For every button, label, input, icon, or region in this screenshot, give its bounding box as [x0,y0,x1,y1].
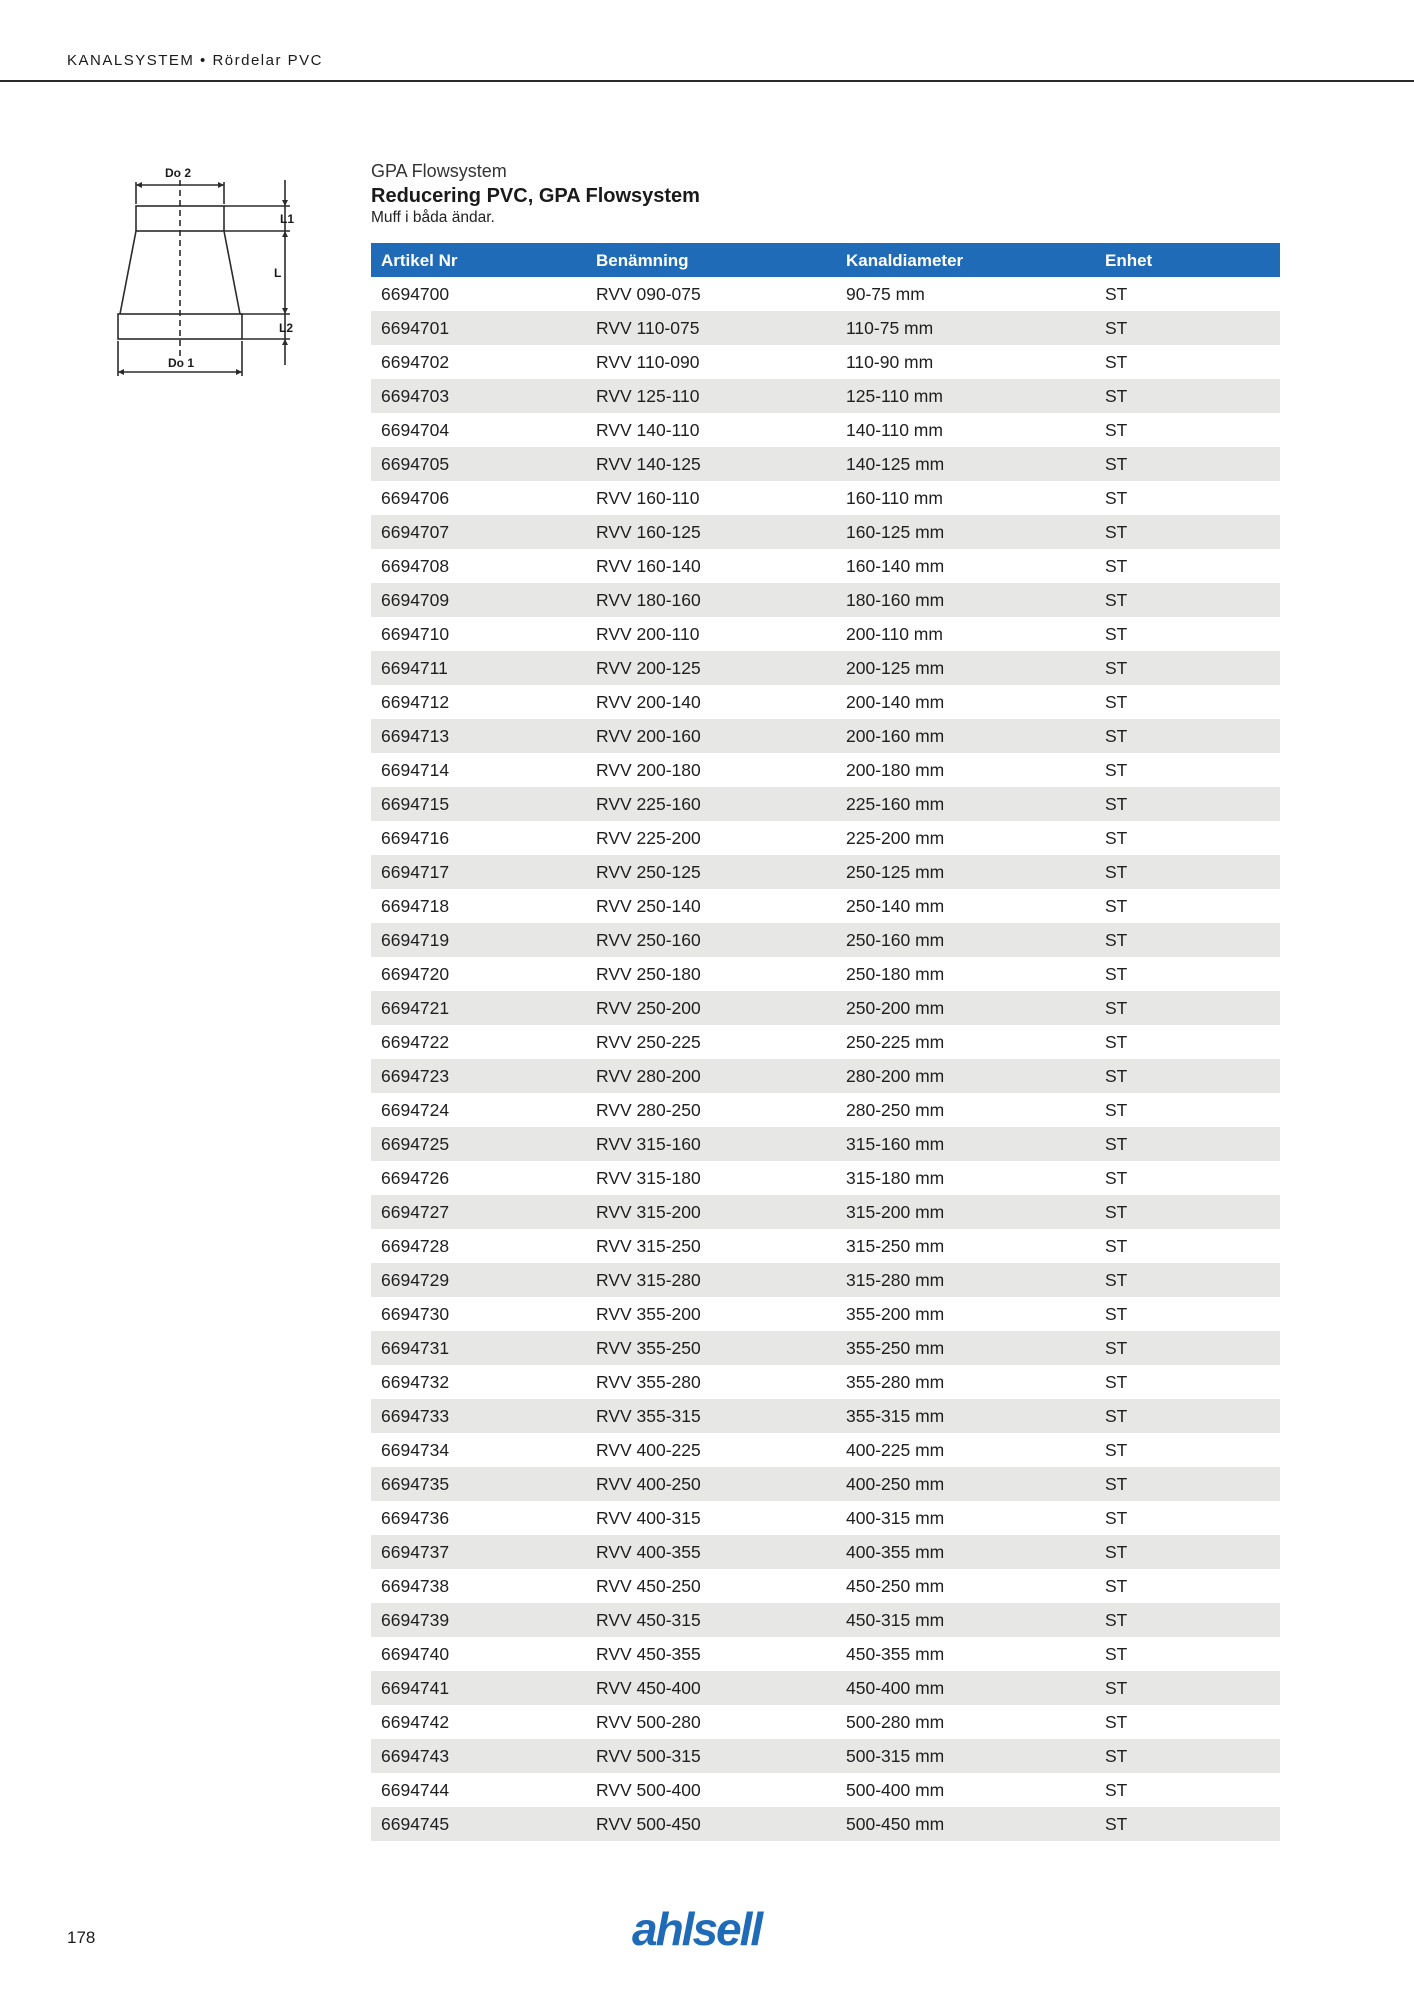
enhet-cell: ST [1095,1603,1280,1637]
benamning-cell: RVV 450-355 [596,1643,701,1664]
table-row [371,1807,1280,1841]
page-number: 178 [67,1928,96,1947]
table-row [371,379,1280,413]
enhet-cell: ST [1105,1711,1128,1732]
kanaldiameter-cell: 180-160 mm [836,583,1095,617]
artikel-nr-cell: 6694734 [381,1439,450,1460]
label-l2: L2 [279,321,294,335]
enhet-cell: ST [1095,991,1280,1025]
artikel-nr-cell: 6694725 [371,1127,586,1161]
artikel-nr-cell: 6694719 [371,923,586,957]
benamning-cell: RVV 400-315 [596,1507,701,1528]
artikel-nr-cell: 6694741 [371,1671,586,1705]
kanaldiameter-cell: 315-160 mm [836,1127,1095,1161]
benamning-cell: RVV 315-180 [596,1167,701,1188]
table-row [371,1535,1280,1569]
kanaldiameter-cell: 250-160 mm [836,923,1095,957]
benamning-cell: RVV 160-110 [596,487,700,508]
table-row [371,991,1280,1025]
artikel-nr-cell: 6694708 [381,555,450,576]
artikel-nr-cell: 6694711 [371,651,586,685]
table-row [371,1263,1280,1297]
artikel-nr-cell: 6694740 [381,1643,450,1664]
benamning-cell: RVV 500-315 [586,1739,836,1773]
kanaldiameter-cell: 355-280 mm [846,1371,945,1392]
kanaldiameter-cell: 110-75 mm [836,311,1095,345]
benamning-cell: RVV 250-200 [586,991,836,1025]
kanaldiameter-cell: 355-250 mm [836,1331,1095,1365]
enhet-cell: ST [1105,1303,1128,1324]
table-row [371,855,1280,889]
enhet-cell: ST [1105,1099,1128,1120]
kanaldiameter-cell: 500-400 mm [846,1779,945,1800]
benamning-cell: RVV 400-225 [596,1439,701,1460]
product-series: GPA Flowsystem [371,161,507,181]
benamning-cell: RVV 140-110 [596,419,700,440]
artikel-nr-cell: 6694712 [381,691,450,712]
artikel-nr-cell: 6694701 [371,311,586,345]
enhet-cell: ST [1095,855,1280,889]
table-row [371,651,1280,685]
table-row [371,617,1280,651]
benamning-cell: RVV 250-140 [596,895,701,916]
kanaldiameter-cell: 160-140 mm [846,555,945,576]
kanaldiameter-cell: 315-280 mm [836,1263,1095,1297]
table-row [371,1195,1280,1229]
artikel-nr-cell: 6694737 [371,1535,586,1569]
enhet-cell: ST [1095,787,1280,821]
kanaldiameter-cell: 200-180 mm [846,759,945,780]
enhet-cell: ST [1105,1031,1128,1052]
benamning-cell: RVV 450-400 [586,1671,836,1705]
table-row [371,685,1280,719]
kanaldiameter-cell: 200-125 mm [836,651,1095,685]
artikel-nr-cell: 6694715 [371,787,586,821]
table-row [371,515,1280,549]
table-row [371,345,1280,379]
table-row [371,1297,1280,1331]
enhet-cell: ST [1095,1467,1280,1501]
benamning-cell: RVV 200-125 [586,651,836,685]
reducer-drawing [110,160,310,385]
table-row [371,1467,1280,1501]
table-row [371,1161,1280,1195]
enhet-cell: ST [1105,1643,1128,1664]
kanaldiameter-cell: 315-180 mm [846,1167,945,1188]
table-row [371,1637,1280,1671]
kanaldiameter-cell: 250-225 mm [846,1031,945,1052]
enhet-cell: ST [1105,895,1128,916]
kanaldiameter-cell: 160-125 mm [836,515,1095,549]
kanaldiameter-cell: 125-110 mm [836,379,1095,413]
kanaldiameter-cell: 280-200 mm [836,1059,1095,1093]
kanaldiameter-cell: 200-110 mm [846,623,943,644]
table-body [371,277,1280,1841]
benamning-cell: RVV 400-355 [586,1535,836,1569]
table-row [371,787,1280,821]
table-row [371,1127,1280,1161]
table-row [371,1773,1280,1807]
artikel-nr-cell: 6694733 [371,1399,586,1433]
artikel-nr-cell: 6694706 [381,487,450,508]
benamning-cell: RVV 250-125 [586,855,836,889]
page-header [0,0,1414,82]
table-row [371,1739,1280,1773]
enhet-cell: ST [1095,1807,1280,1841]
benamning-cell: RVV 450-250 [596,1575,701,1596]
enhet-cell: ST [1095,447,1280,481]
artikel-nr-cell: 6694704 [381,419,450,440]
kanaldiameter-cell: 400-355 mm [836,1535,1095,1569]
kanaldiameter-cell: 400-225 mm [846,1439,945,1460]
enhet-cell: ST [1095,1671,1280,1705]
kanaldiameter-cell: 500-280 mm [846,1711,945,1732]
reducer-diagram [110,160,310,385]
column-header-enhet: Enhet [1095,244,1280,277]
enhet-cell: ST [1095,923,1280,957]
table-row [371,1603,1280,1637]
column-header-artikel: Artikel Nr [371,244,586,277]
enhet-cell: ST [1095,311,1280,345]
benamning-cell: RVV 280-200 [586,1059,836,1093]
kanaldiameter-cell: 225-160 mm [836,787,1095,821]
benamning-cell: RVV 125-110 [586,379,836,413]
label-do2: Do 2 [165,166,192,180]
kanaldiameter-cell: 160-110 mm [846,487,943,508]
table-row [371,1705,1280,1739]
benamning-cell: RVV 315-200 [586,1195,836,1229]
table-row [371,1331,1280,1365]
artikel-nr-cell: 6694745 [371,1807,586,1841]
table-row [371,821,1280,855]
table-row [371,1229,1280,1263]
kanaldiameter-cell: 450-355 mm [846,1643,945,1664]
artikel-nr-cell: 6694730 [381,1303,450,1324]
table-row [371,311,1280,345]
table-row [371,753,1280,787]
table-row [371,1671,1280,1705]
breadcrumb: KANALSYSTEM • Rördelar PVC [67,52,323,69]
table-row [371,1501,1280,1535]
benamning-cell: RVV 355-200 [596,1303,701,1324]
enhet-cell: ST [1105,1507,1128,1528]
table-row [371,719,1280,753]
artikel-nr-cell: 6694744 [381,1779,450,1800]
enhet-cell: ST [1105,419,1128,440]
artikel-nr-cell: 6694727 [371,1195,586,1229]
table-row [371,277,1280,311]
artikel-nr-cell: 6694732 [381,1371,450,1392]
benamning-cell: RVV 355-280 [596,1371,701,1392]
table-row [371,1025,1280,1059]
artikel-nr-cell: 6694716 [381,827,450,848]
benamning-cell: RVV 250-180 [596,963,701,984]
artikel-nr-cell: 6694731 [371,1331,586,1365]
benamning-cell: RVV 200-140 [596,691,701,712]
artikel-nr-cell: 6694726 [381,1167,450,1188]
artikel-nr-cell: 6694735 [371,1467,586,1501]
enhet-cell: ST [1095,1127,1280,1161]
artikel-nr-cell: 6694703 [371,379,586,413]
artikel-nr-cell: 6694709 [371,583,586,617]
table-row [371,481,1280,515]
artikel-nr-cell: 6694724 [381,1099,450,1120]
enhet-cell: ST [1105,759,1128,780]
artikel-nr-cell: 6694713 [371,719,586,753]
table-row [371,889,1280,923]
artikel-nr-cell: 6694721 [371,991,586,1025]
enhet-cell: ST [1105,691,1128,712]
label-l1: L1 [280,212,295,226]
kanaldiameter-cell: 140-125 mm [836,447,1095,481]
artikel-nr-cell: 6694720 [381,963,450,984]
small-sleeve [136,206,224,231]
kanaldiameter-cell: 315-250 mm [846,1235,945,1256]
kanaldiameter-cell: 90-75 mm [846,283,925,304]
kanaldiameter-cell: 250-125 mm [836,855,1095,889]
ahlsell-logo: ahlsell [632,1903,762,1955]
kanaldiameter-cell: 200-160 mm [836,719,1095,753]
table-row [371,583,1280,617]
enhet-cell: ST [1105,827,1128,848]
table-row [371,923,1280,957]
enhet-cell: ST [1095,583,1280,617]
table-row [371,1093,1280,1127]
table-row [371,1433,1280,1467]
enhet-cell: ST [1095,1059,1280,1093]
benamning-cell: RVV 200-110 [596,623,700,644]
benamning-cell: RVV 355-315 [586,1399,836,1433]
enhet-cell: ST [1105,963,1128,984]
kanaldiameter-cell: 500-315 mm [836,1739,1095,1773]
enhet-cell: ST [1105,1167,1128,1188]
benamning-cell: RVV 110-090 [596,351,700,372]
benamning-cell: RVV 500-450 [586,1807,836,1841]
benamning-cell: RVV 180-160 [586,583,836,617]
product-subtitle: Muff i båda ändar. [371,209,495,226]
enhet-cell: ST [1095,515,1280,549]
benamning-cell: RVV 280-250 [596,1099,701,1120]
table-row [371,447,1280,481]
artikel-nr-cell: 6694705 [371,447,586,481]
benamning-cell: RVV 400-250 [586,1467,836,1501]
benamning-cell: RVV 500-280 [596,1711,701,1732]
enhet-cell: ST [1105,1235,1128,1256]
table-row [371,1059,1280,1093]
enhet-cell: ST [1095,1263,1280,1297]
artikel-nr-cell: 6694739 [371,1603,586,1637]
benamning-cell: RVV 450-315 [586,1603,836,1637]
benamning-cell: RVV 225-160 [586,787,836,821]
artikel-nr-cell: 6694736 [381,1507,450,1528]
benamning-cell: RVV 500-400 [596,1779,701,1800]
benamning-cell: RVV 090-075 [596,283,701,304]
table-row [371,957,1280,991]
table-row [371,413,1280,447]
kanaldiameter-cell: 140-110 mm [846,419,943,440]
artikel-nr-cell: 6694707 [371,515,586,549]
column-header-benamning: Benämning [586,244,836,277]
kanaldiameter-cell: 355-200 mm [846,1303,945,1324]
kanaldiameter-cell: 400-250 mm [836,1467,1095,1501]
enhet-cell: ST [1095,1739,1280,1773]
enhet-cell: ST [1105,1371,1128,1392]
product-heading [371,160,1281,228]
benamning-cell: RVV 225-200 [596,827,701,848]
benamning-cell: RVV 250-225 [596,1031,701,1052]
artikel-nr-cell: 6694742 [381,1711,450,1732]
artikel-nr-cell: 6694700 [381,283,450,304]
enhet-cell: ST [1105,1575,1128,1596]
table-row [371,549,1280,583]
artikel-nr-cell: 6694714 [381,759,450,780]
kanaldiameter-cell: 225-200 mm [846,827,945,848]
artikel-nr-cell: 6694743 [371,1739,586,1773]
kanaldiameter-cell: 110-90 mm [846,351,934,372]
enhet-cell: ST [1105,351,1128,372]
benamning-cell: RVV 315-250 [596,1235,701,1256]
kanaldiameter-cell: 250-140 mm [846,895,945,916]
kanaldiameter-cell: 200-140 mm [846,691,945,712]
enhet-cell: ST [1105,623,1128,644]
kanaldiameter-cell: 450-315 mm [836,1603,1095,1637]
enhet-cell: ST [1105,1439,1128,1460]
product-title: Reducering PVC, GPA Flowsystem [371,185,700,207]
enhet-cell: ST [1095,379,1280,413]
kanaldiameter-cell: 250-200 mm [836,991,1095,1025]
artikel-nr-cell: 6694723 [371,1059,586,1093]
benamning-cell: RVV 315-160 [586,1127,836,1161]
column-header-kanaldiameter: Kanaldiameter [836,244,1095,277]
artikel-nr-cell: 6694722 [381,1031,450,1052]
artikel-nr-cell: 6694728 [381,1235,450,1256]
artikel-nr-cell: 6694738 [381,1575,450,1596]
benamning-cell: RVV 110-075 [586,311,836,345]
table-row [371,1399,1280,1433]
artikel-nr-cell: 6694718 [381,895,450,916]
kanaldiameter-cell: 450-250 mm [846,1575,945,1596]
benamning-cell: RVV 200-180 [596,759,701,780]
benamning-cell: RVV 160-140 [596,555,701,576]
enhet-cell: ST [1105,555,1128,576]
benamning-cell: RVV 200-160 [586,719,836,753]
kanaldiameter-cell: 500-450 mm [836,1807,1095,1841]
product-table [371,243,1280,1841]
enhet-cell: ST [1105,1779,1128,1800]
benamning-cell: RVV 355-250 [586,1331,836,1365]
artikel-nr-cell: 6694729 [371,1263,586,1297]
benamning-cell: RVV 160-125 [586,515,836,549]
table-row [371,1569,1280,1603]
kanaldiameter-cell: 355-315 mm [836,1399,1095,1433]
kanaldiameter-cell: 250-180 mm [846,963,945,984]
enhet-cell: ST [1095,1399,1280,1433]
enhet-cell: ST [1095,651,1280,685]
label-do1: Do 1 [168,356,195,370]
table-row [371,1365,1280,1399]
enhet-cell: ST [1095,1535,1280,1569]
enhet-cell: ST [1105,283,1128,304]
enhet-cell: ST [1095,1331,1280,1365]
kanaldiameter-cell: 315-200 mm [836,1195,1095,1229]
enhet-cell: ST [1105,487,1128,508]
artikel-nr-cell: 6694710 [381,623,450,644]
benamning-cell: RVV 315-280 [586,1263,836,1297]
kanaldiameter-cell: 280-250 mm [846,1099,945,1120]
artikel-nr-cell: 6694717 [371,855,586,889]
table-header-row [371,244,1280,277]
kanaldiameter-cell: 450-400 mm [836,1671,1095,1705]
enhet-cell: ST [1095,719,1280,753]
benamning-cell: RVV 140-125 [586,447,836,481]
benamning-cell: RVV 250-160 [586,923,836,957]
label-l: L [274,266,282,280]
enhet-cell: ST [1095,1195,1280,1229]
kanaldiameter-cell: 400-315 mm [846,1507,945,1528]
artikel-nr-cell: 6694702 [381,351,450,372]
